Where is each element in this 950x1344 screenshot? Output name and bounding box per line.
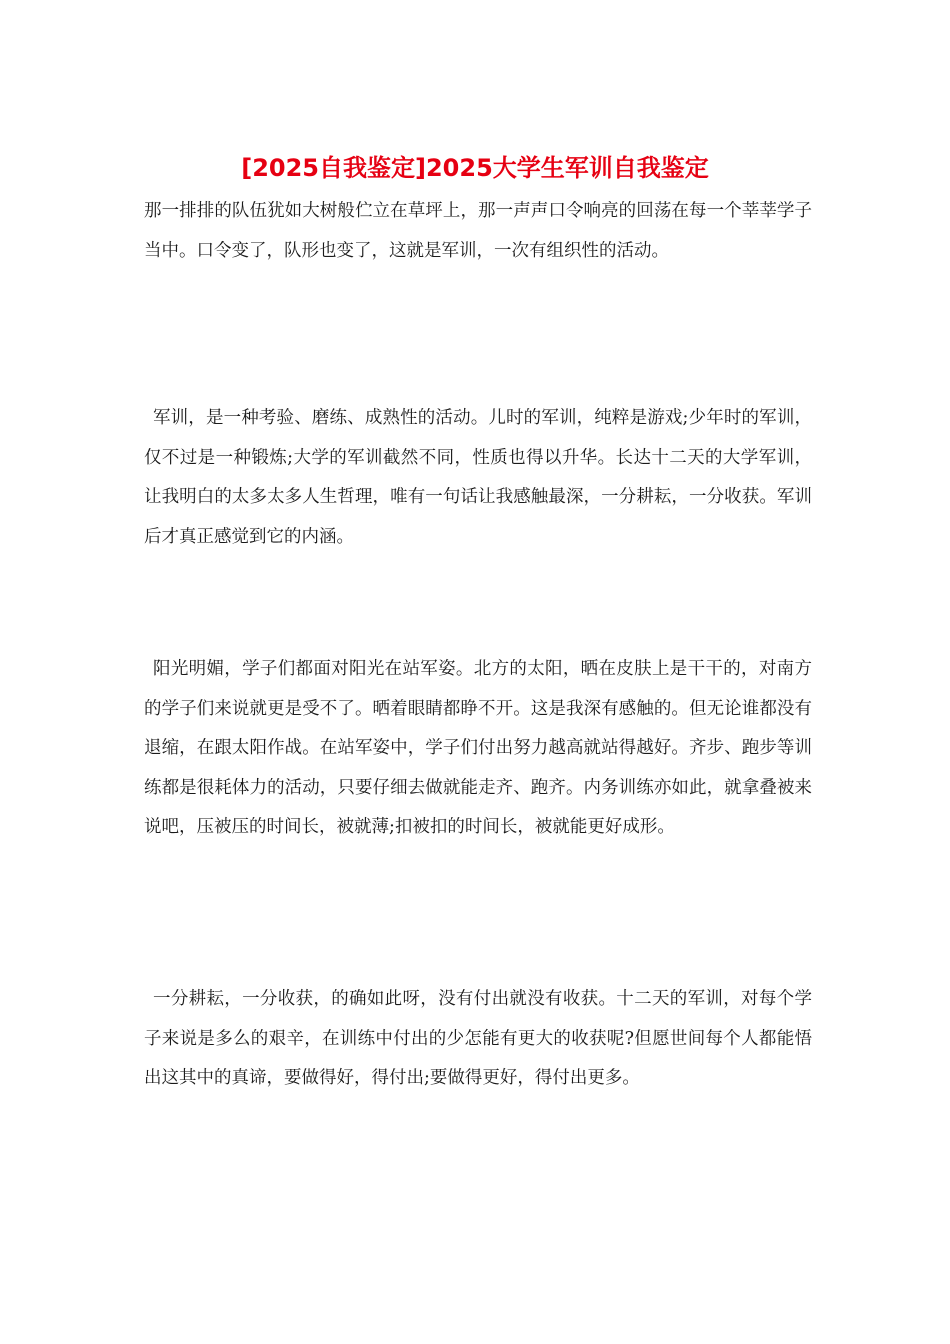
paragraph-1: 那一排排的队伍犹如大树般伫立在草坪上，那一声声口令响亮的回荡在每一个莘莘学子当中。口令变了，队形也变了，这就是军训，一次有组织性的活动。 [144,201,812,261]
paragraph-3: 阳光明媚，学子们都面对阳光在站军姿。北方的太阳，晒在皮肤上是干干的，对南方的学子们来说就更是受不了。晒着眼睛都睁不开。这是我深有感触的。但无论谁都没有退缩，在跟太阳作战。在站军姿中，学子们付出努力越高就站得越好。齐步、跑步等训练都是很耗体力的活动，只要仔细去做就能走齐、跑齐。内务训练亦如此，就拿叠被来说吧，压被压的时间长，被就薄;扣被扣的时间长，被就能更好成形。 [144,659,812,837]
paragraph-2: 军训，是一种考验、磨练、成熟性的活动。儿时的军训，纯粹是游戏;少年时的军训，仅不过是一种锻炼;大学的军训截然不同，性质也得以升华。长达十二天的大学军训，让我明白的太多太多人生哲理，唯有一句话让我感触最深，一分耕耘，一分收获。军训后才真正感觉到它的内涵。 [144,408,812,547]
document-title: [2025自我鉴定]2025大学生军训自我鉴定 [241,154,709,182]
paragraph-4: 一分耕耘，一分收获，的确如此呀，没有付出就没有收获。十二天的军训，对每个学子来说是多么的艰辛，在训练中付出的少怎能有更大的收获呢?但愿世间每个人都能悟出这其中的真谛，要做得好，得付出;要做得更好，得付出更多。 [144,989,812,1088]
